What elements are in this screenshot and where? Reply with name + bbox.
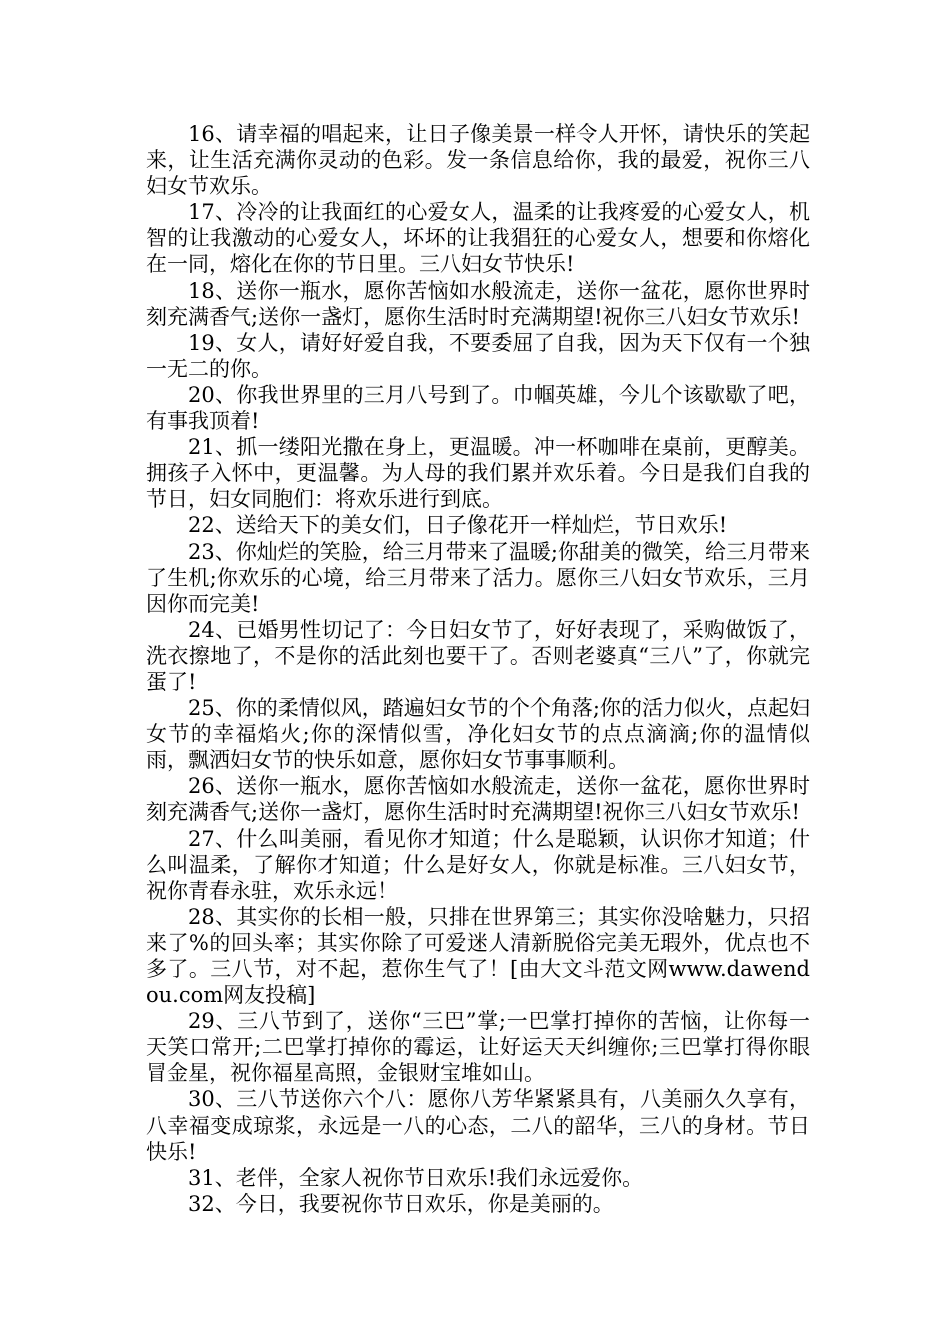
paragraph-26: 26、送你一瓶水，愿你苦恼如水般流走，送你一盆花，愿你世界时刻充满香气;送你一盏灯，愿你生活时时充满期望!祝你三八妇女节欢乐! bbox=[146, 774, 810, 825]
paragraph-31: 31、老伴，全家人祝你节日欢乐!我们永远爱你。 bbox=[188, 1165, 644, 1190]
paragraph-25: 25、你的柔情似风，踏遍妇女节的个个角落;你的活力似火，点起妇女节的幸福焰火;你的深情似雪，净化妇女节的点点滴滴;你的温情似雨，飘洒妇女节的快乐如意，愿你妇女节事事顺利。 bbox=[146, 696, 810, 773]
paragraph-29: 29、三八节到了，送你“三巴”掌;一巴掌打掉你的苦恼，让你每一天笑口常开;二巴掌打掉你的霉运，让好运天天纠缠你;三巴掌打得你眼冒金星，祝你福星高照，金银财宝堆如山。 bbox=[146, 1009, 810, 1086]
paragraph-27: 27、什么叫美丽，看见你才知道；什么是聪颖，认识你才知道；什么叫温柔，了解你才知道；什么是好女人，你就是标准。三八妇女节，祝你青春永驻，欢乐永远！ bbox=[146, 826, 810, 903]
paragraph-24: 24、已婚男性切记了：今日妇女节了，好好表现了，采购做饭了，洗衣擦地了，不是你的活此刻也要干了。否则老婆真“三八”了，你就完蛋了! bbox=[146, 617, 810, 694]
paragraph-20: 20、你我世界里的三月八号到了。巾帼英雄，今儿个该歇歇了吧，有事我顶着! bbox=[146, 382, 810, 434]
paragraph-17: 17、冷冷的让我面红的心爱女人，温柔的让我疼爱的心爱女人，机智的让我激动的心爱女人，坏坏的让我猖狂的心爱女人，想要和你熔化在一同，熔化在你的节日里。三八妇女节快乐! bbox=[146, 200, 810, 277]
paragraph-28: 28、其实你的长相一般，只排在世界第三；其实你没啥魅力，只招来了%的回头率；其实你除了可爱迷人清新脱俗完美无瑕外，优点也不多了。三八节，对不起，惹你生气了！[由大文斗范文网www.dawendou.com网友投稿] bbox=[146, 904, 810, 1008]
document-body bbox=[146, 121, 810, 1217]
paragraph-32: 32、今日，我要祝你节日欢乐，你是美丽的。 bbox=[188, 1191, 614, 1216]
paragraph-30: 30、三八节送你六个八：愿你八芳华紧紧具有，八美丽久久享有，八幸福变成琼浆，永远是一八的心态，二八的韶华，三八的身材。节日快乐! bbox=[146, 1087, 810, 1164]
paragraph-16: 16、请幸福的唱起来，让日子像美景一样令人开怀，请快乐的笑起来，让生活充满你灵动的色彩。发一条信息给你，我的最爱，祝你三八妇女节欢乐。 bbox=[146, 122, 810, 199]
paragraph-22: 22、送给天下的美女们，日子像花开一样灿烂，节日欢乐! bbox=[188, 513, 728, 538]
paragraph-23: 23、你灿烂的笑脸，给三月带来了温暖;你甜美的微笑，给三月带来了生机;你欢乐的心境，给三月带来了活力。愿你三八妇女节欢乐，三月因你而完美! bbox=[146, 539, 810, 616]
paragraph-18: 18、送你一瓶水，愿你苦恼如水般流走，送你一盆花，愿你世界时刻充满香气;送你一盏灯，愿你生活时时充满期望!祝你三八妇女节欢乐! bbox=[146, 278, 810, 329]
paragraph-21: 21、抓一缕阳光撒在身上，更温暖。冲一杯咖啡在桌前，更醇美。拥孩子入怀中，更温馨。为人母的我们累并欢乐着。今日是我们自我的节日，妇女同胞们：将欢乐进行到底。 bbox=[146, 435, 810, 512]
paragraph-19: 19、女人，请好好爱自我，不要委屈了自我，因为天下仅有一个独一无二的你。 bbox=[146, 330, 810, 381]
